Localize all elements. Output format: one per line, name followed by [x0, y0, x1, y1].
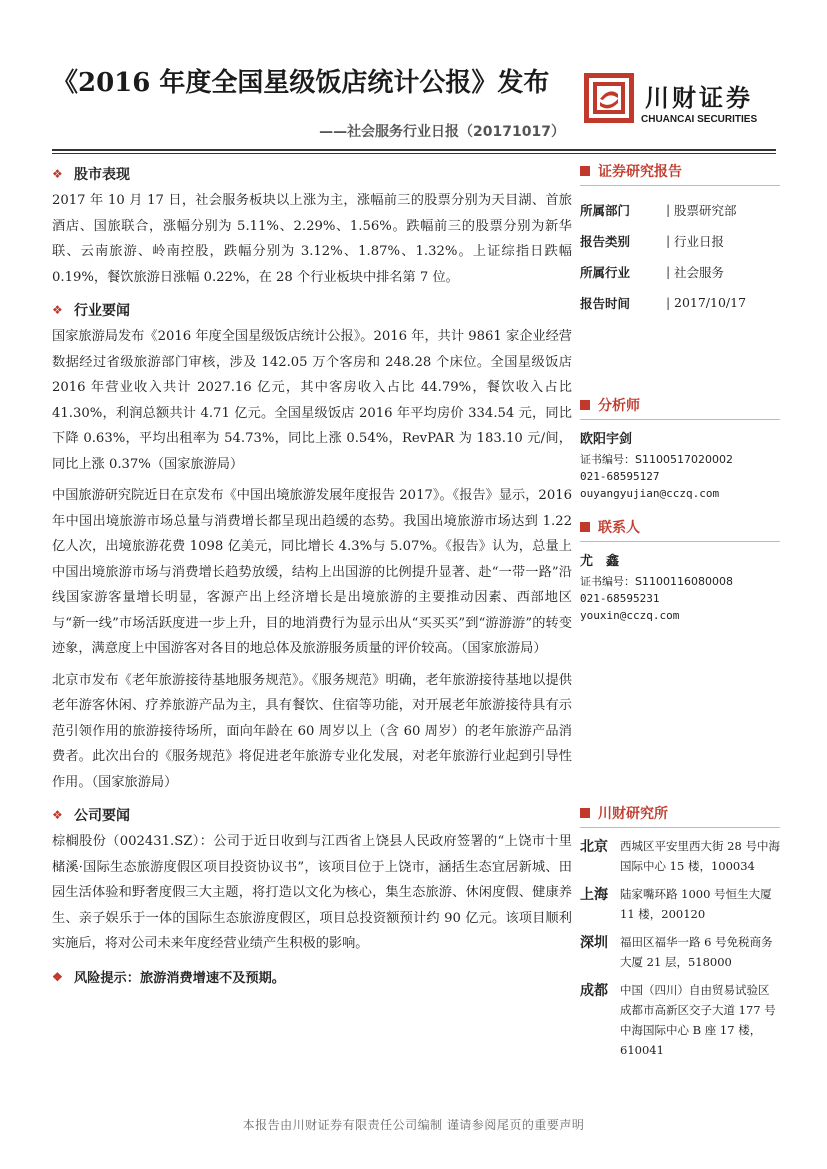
company-logo: [583, 72, 783, 132]
info-separator: |: [666, 202, 671, 217]
page-footer: 本报告由川财证券有限责任公司编制 谨请参阅尾页的重要声明: [242, 1118, 585, 1132]
risk-text: 旅游消费增速不及预期。: [139, 971, 285, 986]
contact-email[interactable]: youxin@cczq.com: [580, 609, 680, 622]
risk-warning: [52, 963, 572, 991]
section-heading-market: [52, 160, 572, 188]
analyst-phone: 021-68595127: [580, 470, 660, 483]
info-row-category: [580, 225, 780, 256]
sidebar-heading-label: 证券研究报告: [598, 164, 682, 180]
market-paragraph: 2017 年 10 月 17 日，社会服务板块以上涨为主，涨幅前三的股票分别为天目湖、首旅酒店、国旅联合，涨幅分别为 5.11%、2.29%、1.56%。跌幅前三的股票分别为新华联、云南旅游、岭南控股，跌幅分别为 3.12%、1.87%、1.32%。上证综指日跌幅 0.19%，餐饮旅游日涨幅 0.22%，在 28 个行业板块中排名第 7 位。: [52, 193, 572, 285]
office-city: 上海: [580, 887, 608, 903]
office-shenzhen: [580, 932, 780, 972]
section-heading-label: 公司要闻: [74, 808, 130, 824]
square-bullet-icon: [580, 166, 590, 176]
sidebar-heading-report: [580, 160, 780, 186]
industry-paragraph-outbound: 中国旅游研究院近日在京发布《中国出境旅游发展年度报告 2017》。《报告》显示，2016 年中国出境旅游市场总量与消费增长都呈现出趋缓的态势。我国出境旅游市场达到 1.22 亿人次，出境旅游花费 1098 亿美元，同比增长 4.3%与 5.07%。《报告》认为，总量上中国出境旅游市场与消费增长趋势放缓，结构上出国游的比例提升显著、赴“一带一路”沿线国家游客量增长明显，客源产出上经济增长是出境旅游的主要推动因素、西部地区与“新一线”市场活跃度进一步上升，目的地消费行为显示出从“买买买”到“游游游”的转变迹象，满意度上中国游客对各目的地总体及旅游服务质量的评价较高。（国家旅游局）: [52, 488, 572, 656]
section-heading-label: 股市表现: [74, 167, 130, 183]
sidebar-heading-contact: [580, 516, 780, 542]
report-title: 《2016 年度全国星级饭店统计公报》发布: [52, 68, 550, 98]
office-city: 成都: [580, 983, 608, 999]
section-heading-label: 行业要闻: [74, 303, 130, 319]
logo-chinese-name: 川财证券: [645, 84, 753, 112]
square-bullet-icon: [580, 808, 590, 818]
header-divider-thin: [52, 153, 776, 154]
analyst-name: 欧阳宇剑: [580, 432, 633, 447]
info-key: 报告时间: [580, 295, 631, 311]
analyst-email[interactable]: ouyangyujian@cczq.com: [580, 487, 720, 500]
sidebar: [580, 160, 780, 1068]
office-shanghai: [580, 884, 780, 924]
info-value: 行业日报: [674, 233, 725, 249]
info-row-date: [580, 287, 780, 318]
diamond-bullet-icon: ❖: [52, 167, 63, 181]
header-divider: [52, 149, 776, 151]
analyst-cert: 证书编号：S1100517020002: [580, 453, 733, 466]
sidebar-heading-institute: [580, 802, 780, 828]
diamond-bullet-icon: ❖: [52, 808, 63, 822]
info-separator: |: [666, 233, 671, 248]
sidebar-heading-label: 川财研究所: [598, 806, 668, 822]
sidebar-heading-label: 分析师: [598, 398, 640, 414]
info-key: 报告类别: [580, 233, 631, 249]
office-address: 西城区平安里西大街 28 号中海国际中心 15 楼，100034: [620, 839, 780, 873]
info-value: 2017/10/17: [674, 295, 747, 310]
office-city: 深圳: [580, 935, 608, 951]
info-value: 股票研究部: [674, 202, 737, 218]
info-row-department: [580, 194, 780, 225]
logo-english-name: CHUANCAI SECURITIES: [641, 114, 758, 125]
company-paragraph: 棕榈股份（002431.SZ）：公司于近日收到与江西省上饶县人民政府签署的“上饶市十里槠溪·国际生态旅游度假区项目投资协议书”，该项目位于上饶市，涵括生态宜居新城、田园生活体验和野奢度假三大主题，将打造以文化为核心，集生态旅游、休闲度假、健康养生、亲子娱乐于一体的国际生态旅游度假区，项目总投资额预计约 90 亿元。该项目顺利实施后，将对公司未来年度经营业绩产生积极的影响。: [52, 834, 572, 951]
square-bullet-icon: [580, 400, 590, 410]
office-address: 福田区福华一路 6 号免税商务大厦 21 层，518000: [620, 935, 773, 969]
sidebar-heading-label: 联系人: [598, 520, 640, 536]
section-heading-industry: [52, 296, 572, 324]
sidebar-heading-analyst: [580, 394, 780, 420]
info-separator: |: [666, 295, 671, 310]
info-key: 所属部门: [580, 202, 631, 218]
office-city: 北京: [580, 839, 608, 855]
info-separator: |: [666, 264, 671, 279]
office-beijing: [580, 836, 780, 876]
section-heading-company: [52, 801, 572, 829]
diamond-bullet-icon: ❖: [52, 303, 63, 317]
info-key: 所属行业: [580, 264, 631, 280]
info-value: 社会服务: [674, 264, 725, 280]
square-bullet-icon: [580, 522, 590, 532]
contact-name: 尤 鑫: [580, 554, 620, 569]
risk-label: 风险提示：: [74, 971, 140, 986]
contact-cert: 证书编号：S1100116080008: [580, 575, 733, 588]
office-address: 陆家嘴环路 1000 号恒生大厦 11 楼，200120: [620, 887, 772, 921]
contact-phone: 021-68595231: [580, 592, 660, 605]
office-chengdu: [580, 980, 780, 1060]
chuancai-logo-icon: [583, 72, 635, 124]
main-content: [52, 160, 572, 991]
industry-paragraph-elderly: 北京市发布《老年旅游接待基地服务规范》。《服务规范》明确，老年旅游接待基地以提供老年游客休闲、疗养旅游产品为主，具有餐饮、住宿等功能，对开展老年旅游接待具有示范引领作用的旅游接待场所，面向年龄在 60 周岁以上（含 60 周岁）的老年旅游产品消费者。此次出台的《服务规范》将促进老年旅游专业化发展，对老年旅游行业起到引导性作用。（国家旅游局）: [52, 672, 572, 790]
report-subtitle: ——社会服务行业日报（20171017）: [319, 124, 565, 140]
diamond-bullet-icon: ❖: [52, 969, 63, 984]
info-row-industry: [580, 256, 780, 287]
office-address: 中国（四川）自由贸易试验区成都市高新区交子大道 177 号中海国际中心 B 座 17 楼，610041: [620, 983, 776, 1057]
industry-paragraph-hotels: 国家旅游局发布《2016 年度全国星级饭店统计公报》。2016 年，共计 9861 家企业经营数据经过省级旅游部门审核，涉及 142.05 万个客房和 248.28 个床位。全国星级饭店 2016 年营业收入共计 2027.16 亿元，其中客房收入占比 44.79%，餐饮收入占比 41.30%，利润总额共计 4.71 亿元。全国星级饭店 2016 年平均房价 334.54 元，同比下降 0.63%，平均出租率为 54.73%，同比上涨 0.54%，RevPAR 为 183.10 元/间，同比上涨 0.37%（国家旅游局）: [52, 329, 572, 472]
